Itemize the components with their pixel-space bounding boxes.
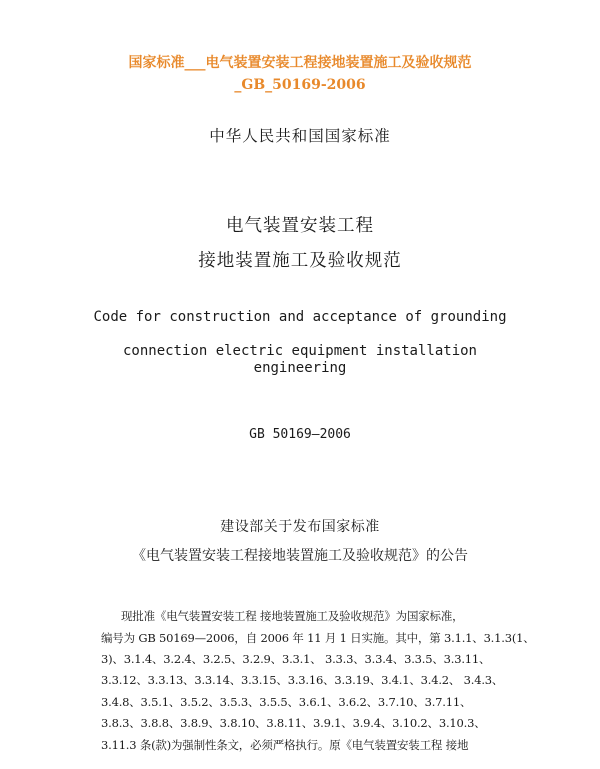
notice-title-line-1: 建设部关于发布国家标准 [220, 519, 380, 535]
title-en-line-1: Code for construction and acceptance of grounding [93, 309, 507, 325]
header-title-line-2: _GB_50169-2006 [234, 77, 366, 93]
header-title-line-1: 国家标准___电气装置安装工程接地装置施工及验收规范 [128, 55, 472, 71]
body-paragraph-line: 3)、3.1.4、3.2.4、3.2.5、3.2.9、3.3.1、 3.3.3、3.3.4、3.3.5、3.3.11、 [101, 652, 491, 666]
standard-code: GB 50169—2006 [249, 427, 351, 442]
body-paragraph-line: 3.3.12、3.3.13、3.3.14、3.3.15、3.3.16、3.3.19、3.4.1、3.4.2、 3.4.3、 [101, 673, 504, 687]
title-cn-line-2: 接地装置施工及验收规范 [198, 251, 402, 271]
notice-title-line-2: 《电气装置安装工程接地装置施工及验收规范》的公告 [132, 548, 468, 564]
national-standard-label: 中华人民共和国国家标准 [209, 127, 391, 145]
body-paragraph-line: 编号为 GB 50169—2006，自 2006 年 11 月 1 日实施。其中，第 3.1.1、3.1.3(1、 [101, 631, 535, 645]
body-paragraph-line: 现批准《电气装置安装工程 接地装置施工及验收规范》为国家标准， [121, 609, 464, 623]
body-paragraph-line: 3.4.8、3.5.1、3.5.2、3.5.3、3.5.5、3.6.1、3.6.2、3.7.10、3.7.11、 [101, 695, 472, 709]
title-cn-line-1: 电气装置安装工程 [226, 216, 374, 236]
body-paragraph-line: 3.8.3、3.8.8、3.8.9、3.8.10、3.8.11、3.9.1、3.9.4、3.10.2、3.10.3、 [101, 716, 486, 730]
body-paragraph-line: 3.11.3 条(款)为强制性条文，必须严格执行。原《电气装置安装工程 接地 [101, 738, 469, 752]
title-en-line-2: connection electric equipment installation [122, 343, 477, 359]
title-en-line-3: engineering [253, 360, 347, 376]
